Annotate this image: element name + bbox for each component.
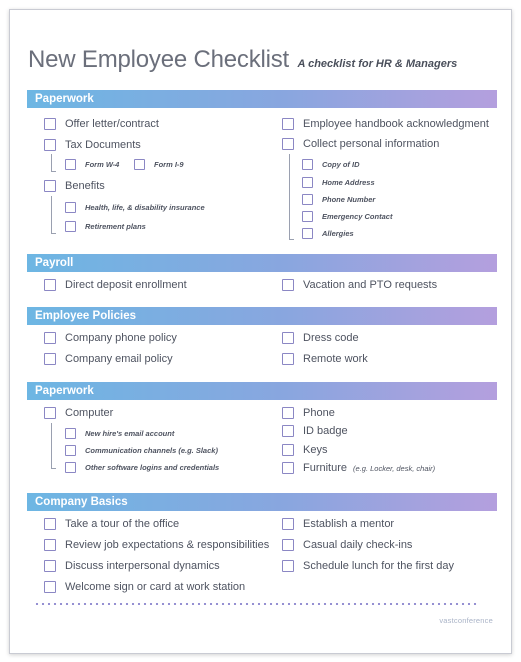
item-label: Remote work (303, 353, 368, 365)
item-label: ID badge (303, 425, 348, 437)
item-label: Phone (303, 407, 335, 419)
item-label: Offer letter/contract (65, 118, 159, 130)
item-label: Welcome sign or card at work station (65, 581, 246, 593)
tree-connector (289, 154, 294, 240)
item-label: Review job expectations & responsibilities (65, 539, 270, 551)
checkbox[interactable] (282, 407, 294, 419)
item-label: Establish a mentor (303, 518, 395, 530)
item-label: Schedule lunch for the first day (303, 560, 455, 572)
item-label: Tax Documents (65, 139, 141, 151)
checklist-item-id-badge[interactable] (282, 425, 348, 437)
checklist-item-dress-code[interactable] (282, 332, 359, 344)
checklist-item-vacation-pto[interactable] (282, 279, 437, 291)
checkbox[interactable] (282, 539, 294, 551)
item-label: Retirement plans (85, 222, 146, 231)
checkbox[interactable] (282, 518, 294, 530)
checkbox[interactable] (44, 118, 56, 130)
checklist-item-welcome-sign[interactable] (44, 581, 245, 593)
tree-connector (51, 196, 56, 234)
checkbox[interactable] (44, 518, 56, 530)
checklist-item-tax-documents[interactable] (44, 139, 141, 151)
checkbox[interactable] (302, 194, 313, 205)
item-label: Form I-9 (154, 160, 184, 169)
checklist-item-mentor[interactable] (282, 518, 394, 530)
checklist-item-form-w4[interactable] (65, 159, 119, 170)
checklist-item-other-logins[interactable] (65, 462, 219, 473)
checklist-item-email-account[interactable] (65, 428, 174, 439)
checklist-item-handbook[interactable] (282, 118, 489, 130)
item-label: Company email policy (65, 353, 173, 365)
item-label: Emergency Contact (322, 212, 393, 221)
checkbox[interactable] (44, 332, 56, 344)
checklist-item-retirement-plans[interactable] (65, 221, 146, 232)
checkbox[interactable] (282, 462, 294, 474)
section-header-employee-policies: Employee Policies (27, 307, 497, 325)
item-label: Vacation and PTO requests (303, 279, 438, 291)
checklist-item-comm-channels[interactable] (65, 445, 218, 456)
checklist-item-health-insurance[interactable] (65, 202, 205, 213)
checklist-item-email-policy[interactable] (44, 353, 173, 365)
checkbox[interactable] (302, 177, 313, 188)
item-label: Other software logins and credentials (85, 463, 220, 472)
checkbox[interactable] (282, 560, 294, 572)
item-label: Form W-4 (85, 160, 120, 169)
item-label: Computer (65, 407, 114, 419)
checklist-item-copy-of-id[interactable] (302, 159, 360, 170)
checklist-item-allergies[interactable] (302, 228, 354, 239)
item-label: Phone Number (322, 195, 376, 204)
checkbox[interactable] (302, 211, 313, 222)
item-label: Company phone policy (65, 332, 177, 344)
item-label: Home Address (322, 178, 375, 187)
checkbox[interactable] (65, 462, 76, 473)
section-header-company-basics: Company Basics (27, 493, 497, 511)
checklist-item-keys[interactable] (282, 444, 327, 456)
checkbox[interactable] (44, 180, 56, 192)
item-label: New hire's email account (85, 429, 175, 438)
item-label: Copy of ID (322, 160, 360, 169)
checklist-item-emergency-contact[interactable] (302, 211, 392, 222)
checklist-item-furniture[interactable] (282, 462, 435, 474)
checkbox[interactable] (282, 425, 294, 437)
tree-connector (51, 423, 56, 469)
checklist-item-benefits[interactable] (44, 180, 105, 192)
checkbox[interactable] (65, 428, 76, 439)
item-label: Keys (303, 444, 328, 456)
item-label: Dress code (303, 332, 359, 344)
checkbox[interactable] (44, 560, 56, 572)
item-label: Take a tour of the office (65, 518, 180, 530)
tree-connector (51, 154, 56, 172)
item-label: Benefits (65, 180, 105, 192)
checklist-item-offer-letter[interactable] (44, 118, 159, 130)
checkbox[interactable] (44, 539, 56, 551)
checklist-item-phone-number[interactable] (302, 194, 375, 205)
brand-footer: vastconference (439, 616, 493, 625)
item-label: Allergies (322, 229, 354, 238)
item-label: Communication channels (e.g. Slack) (85, 446, 218, 455)
item-label: Health, life, & disability insurance (85, 203, 205, 212)
checkbox[interactable] (65, 202, 76, 213)
checklist-item-computer[interactable] (44, 407, 113, 419)
dotted-divider (34, 603, 480, 605)
checkbox[interactable] (65, 221, 76, 232)
checkbox[interactable] (44, 279, 56, 291)
checkbox[interactable] (44, 581, 56, 593)
checkbox[interactable] (65, 159, 76, 170)
checkbox[interactable] (44, 407, 56, 419)
checkbox[interactable] (134, 159, 145, 170)
checklist-item-phone[interactable] (282, 407, 335, 419)
checkbox[interactable] (282, 332, 294, 344)
checklist-item-direct-deposit[interactable] (44, 279, 187, 291)
section-header-payroll: Payroll (27, 254, 497, 272)
item-label: Collect personal information (303, 138, 440, 150)
checkbox[interactable] (282, 444, 294, 456)
checklist-item-remote-work[interactable] (282, 353, 368, 365)
header (28, 46, 457, 74)
checklist-item-lunch[interactable] (282, 560, 454, 572)
checkbox[interactable] (44, 139, 56, 151)
checklist-item-review-expectations[interactable] (44, 539, 269, 551)
item-label: Discuss interpersonal dynamics (65, 560, 220, 572)
checklist-item-collect-info[interactable] (282, 138, 439, 150)
checklist-item-interpersonal[interactable] (44, 560, 220, 572)
page-subtitle: A checklist for HR & Managers (297, 58, 458, 70)
section-header-paperwork: Paperwork (27, 90, 497, 108)
checklist-item-check-ins[interactable] (282, 539, 412, 551)
checklist-item-phone-policy[interactable] (44, 332, 177, 344)
checkbox[interactable] (65, 445, 76, 456)
furniture-note: (e.g. Locker, desk, chair) (353, 463, 436, 473)
item-label: Casual daily check-ins (303, 539, 413, 551)
item-label: Furniture (303, 462, 348, 474)
section-header-paperwork-2: Paperwork (27, 382, 497, 400)
item-label: Direct deposit enrollment (65, 279, 187, 291)
checklist-item-tour[interactable] (44, 518, 179, 530)
checkbox[interactable] (282, 353, 294, 365)
item-label: Employee handbook acknowledgment (303, 118, 489, 130)
checkbox[interactable] (282, 279, 294, 291)
checkbox[interactable] (302, 228, 313, 239)
checklist-item-home-address[interactable] (302, 177, 375, 188)
checkbox[interactable] (282, 118, 294, 130)
checkbox[interactable] (282, 138, 294, 150)
checkbox[interactable] (302, 159, 313, 170)
checklist-item-form-i9[interactable] (134, 159, 184, 170)
page-title: New Employee Checklist (28, 46, 290, 73)
checkbox[interactable] (44, 353, 56, 365)
